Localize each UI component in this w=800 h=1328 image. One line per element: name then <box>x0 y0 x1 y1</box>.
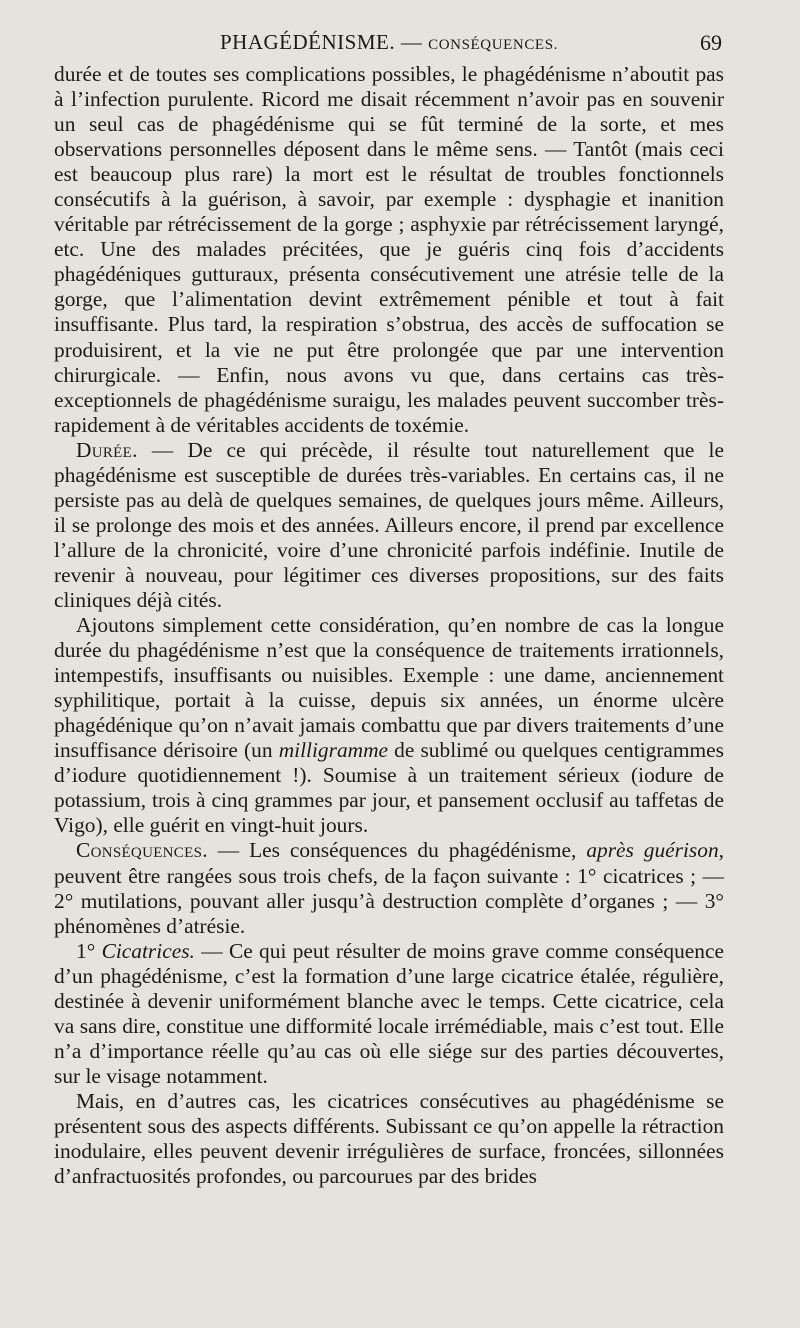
body-text <box>54 62 724 1189</box>
paragraph-retraction <box>54 1089 724 1189</box>
paragraph-mortality <box>54 62 724 438</box>
paragraph-consequences-text-b: , peuvent être rangées sous trois chefs, de la façon suivante : 1° cicatrices ; — 2° mutilations, pouvant aller jusqu’à destruction complète d’organes ; — 3° phénomènes d’atrésie. <box>54 838 725 938</box>
cicatrices-number: 1° <box>76 938 102 963</box>
paragraph-duree-text: — De ce qui précède, il résulte tout naturellement que le phagédénisme est susceptible de durées très-variables. En certains cas, il ne persiste pas au delà de quelques semaines, de quelques jours même. Ailleurs, il se prolonge des mois et des années. Ailleurs encore, il prend par excellence l’allure de la chronicité, voire d’une chronicité parfois indéfinie. Inutile de revenir à nouveau, pour légitimer ces diverses propositions, sur des faits cliniques déjà cités. <box>54 437 724 612</box>
page-header <box>54 30 724 60</box>
section-label-duree: Durée. <box>76 437 138 462</box>
paragraph-treatment-text-b: de sublimé ou quelques centigrammes d’iodure quotidiennement !). Soumise à un traitement sérieux (iodure de potassium, trois à cinq grammes par jour, et pansement occlusif au taffetas de Vigo), elle guérit en vingt-huit jours. <box>54 738 724 838</box>
running-title-section: CONSÉQUENCES. <box>428 37 558 53</box>
paragraph-treatment-example <box>54 613 724 838</box>
running-title-dash: — <box>395 30 429 54</box>
running-title-main: PHAGÉDÉNISME. <box>220 30 396 54</box>
subsection-label-cicatrices: Cicatrices. <box>101 938 195 963</box>
running-title <box>54 30 724 55</box>
paragraph-consequences-text-a: — Les conséquences du phagédénisme, <box>207 838 587 863</box>
paragraph-cicatrices-text: — Ce qui peut résulter de moins grave comme conséquence d’un phagédénisme, c’est la formation d’une large cicatrice étalée, régulière, destinée à devenir uniformément blanche avec le temps. Cette cicatrice, cela va sans dire, constitue une difformité locale irrémédiable, mais c’est tout. Elle n’a d’importance réelle qu’au cas où elle siége sur des parties découvertes, sur le visage notamment. <box>54 938 724 1088</box>
page-number: 69 <box>700 30 722 55</box>
section-label-consequences: Conséquences. <box>76 838 208 863</box>
emphasis-apres-guerison: après guérison <box>586 838 719 863</box>
paragraph-duree <box>54 438 724 613</box>
emphasis-milligramme: milligramme <box>278 738 389 763</box>
paragraph-consequences <box>54 838 724 938</box>
paragraph-mortality-text: durée et de toutes ses complications possibles, le phagédénisme n’aboutit pas à l’infection purulente. Ricord me disait récemment n’avoir pas en souvenir un seul cas de phagédénisme qui se fût terminé de la sorte, et mes observations personnelles déposent dans le même sens. — Tantôt (mais ceci est beaucoup plus rare) la mort est le résultat de troubles fonctionnels consécutifs à la guérison, à savoir, par exemple : dysphagie et inanition véritable par rétrécissement de la gorge ; asphyxie par rétrécissement laryngé, etc. Une des malades précitées, que je guéris cinq fois d’accidents phagédéniques gutturaux, présenta consécutivement une atrésie telle de la gorge, que l’alimentation devint extrêmement pénible et tout à fait insuffisante. Plus tard, la respiration s’obstrua, des accès de suffocation se produisirent, et la vie ne put être prolongée que par une intervention chirurgicale. — Enfin, nous avons vu que, dans certains cas très-exceptionnels de phagédénisme suraigu, les malades peuvent succomber très-rapidement à de véritables accidents de toxémie. <box>54 62 724 437</box>
paragraph-retraction-text: Mais, en d’autres cas, les cicatrices consécutives au phagédénisme se présentent sous des aspects différents. Subissant ce qu’on appelle la rétraction inodulaire, elles peuvent devenir irrégulières de surface, froncées, sillonnées d’anfractuosités profondes, ou parcourues par des brides <box>54 1088 724 1189</box>
paragraph-treatment-text-a: Ajoutons simplement cette considération, qu’en nombre de cas la longue durée du phagédénisme n’est que la conséquence de traitements irrationnels, intempestifs, insuffisants ou nuisibles. Exemple : une dame, anciennement syphilitique, portait à la cuisse, depuis six années, un énorme ulcère phagédénique qu’on n’avait jamais combattu que par divers traitements d’une insuffisance dérisoire (un <box>54 613 724 763</box>
paragraph-cicatrices <box>54 939 724 1089</box>
